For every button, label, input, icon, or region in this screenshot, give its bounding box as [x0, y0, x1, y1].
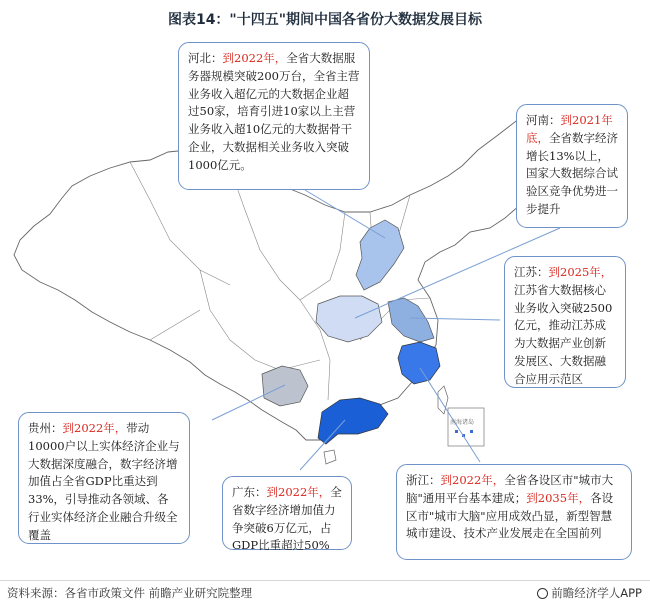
brand-name: 前瞻经济学人APP: [551, 586, 642, 600]
callout-zhejiang-text1: 全省各设区市"城市大脑"通用平台基本建成；: [406, 473, 614, 505]
callout-guizhou-text: 带动10000户以上实体经济企业与大数据深度融合，数字经济增加值占全省GDP比重达到33%，引导推动各领域、各行业实体经济企业融合升级全覆盖: [28, 421, 180, 542]
brand: [537, 585, 642, 601]
callout-zhejiang-text2: 各设区市"城市大脑"应用成效凸显，新型智慧城市建设、技术产业发展走在全国前列: [406, 490, 614, 541]
callout-jiangsu-year: 到2025年，: [548, 265, 613, 279]
callout-jiangsu-text: 江苏省大数据核心业务收入突破2500亿元，推动江苏成为大数据产业创新发展区、大数据融合应用示范区: [514, 282, 613, 386]
callout-henan: [516, 104, 628, 228]
callout-guangdong-province: 广东：: [232, 485, 267, 499]
callout-guizhou: [18, 412, 190, 544]
callout-hebei-province: 河北：: [188, 51, 223, 65]
brand-logo-icon: [537, 588, 548, 599]
callout-hebei: [178, 42, 370, 190]
callout-zhejiang-year1: 到2022年，: [440, 473, 505, 487]
callout-henan-text: 全省数字经济增长13%以上，国家大数据综合试验区竞争优势进一步提升: [526, 130, 618, 217]
callout-zhejiang: [396, 464, 632, 560]
footer: [0, 580, 650, 603]
callout-guizhou-province: 贵州：: [28, 421, 63, 435]
callout-guangdong: [222, 476, 352, 553]
callout-jiangsu-province: 江苏：: [514, 265, 549, 279]
callout-guangdong-text: 全省数字经济增加值力争突破6万亿元，占GDP比重超过50%: [232, 485, 342, 553]
callout-jiangsu: [504, 256, 626, 388]
callout-zhejiang-province: 浙江：: [406, 473, 441, 487]
callout-hebei-year: 到2022年，: [222, 51, 287, 65]
callout-guizhou-year: 到2022年，: [62, 421, 127, 435]
source-note: 资料来源：各省市政策文件 前瞻产业研究院整理: [7, 586, 253, 600]
callout-hebei-text: 全省大数据服务器规模突破200万台，全省主营业务收入超亿元的大数据企业超过50家，培育引进10家以上主营业务收入超10亿元的大数据骨干企业，大数据相关业务收入突破1000亿元。: [188, 51, 360, 172]
callout-guangdong-year: 到2022年，: [266, 485, 331, 499]
inset-label: 南海诸岛: [450, 419, 475, 426]
page-title: 图表14："十四五"期间中国各省份大数据发展目标: [167, 12, 483, 28]
island-hainan: [324, 450, 336, 464]
province-guizhou: [262, 366, 308, 406]
callout-henan-province: 河南：: [526, 113, 561, 127]
callout-zhejiang-year2: 到2035年，: [526, 490, 591, 505]
callout-henan-year: 到2021年底，: [526, 113, 613, 145]
